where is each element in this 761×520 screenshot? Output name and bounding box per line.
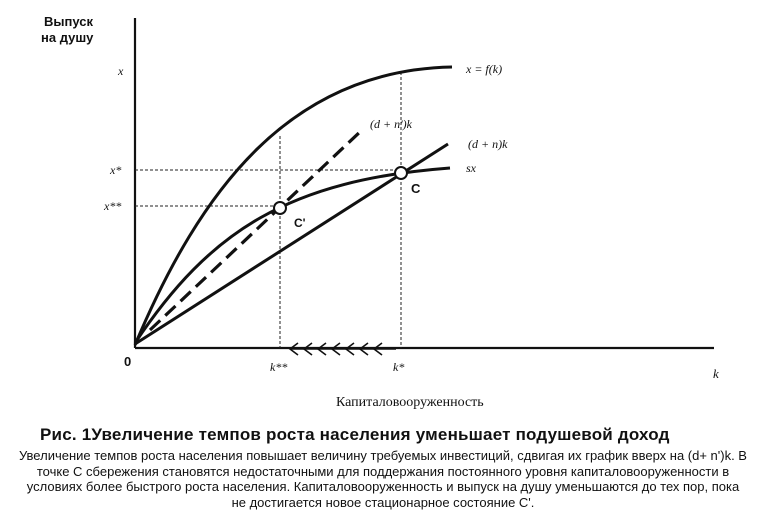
k-double-star-label: k**: [270, 360, 288, 374]
investment-line-n-prime: [150, 130, 362, 330]
point-c-prime-label: C': [294, 216, 306, 230]
figure-caption-title: Рис. 1Увеличение темпов роста населения уменьшает подушевой доход: [40, 425, 670, 444]
y-axis-title-line1: Выпуск: [44, 14, 93, 29]
savings-curve-label: sx: [466, 161, 476, 175]
shift-arrows: [290, 343, 396, 355]
investment-line-n-label: (d + n)k: [468, 137, 508, 151]
y-axis-title-line2: на душу: [41, 30, 94, 45]
point-c: [395, 167, 407, 179]
investment-line-n-prime-label: (d + n')k: [370, 117, 412, 131]
x-axis-title: Капиталовооруженность: [336, 395, 484, 410]
x-star-label: x*: [110, 163, 122, 177]
k-star-label: k*: [393, 360, 405, 374]
production-curve-label: x = f(k): [466, 62, 503, 76]
origin-label: 0: [124, 354, 132, 369]
figure-caption-body: Увеличение темпов роста населения повышает величину требуемых инвестиций, сдвигая их график вверх на (d+ n')k. В точке С сбережения становятся недостаточными для поддержания постоянного уровня капиталовооруженности в условиях более быстрого роста населения. Капиталовооруженность и выпуск на душу уменьшаются до тех пор, пока не достигается новое стационарное состояние С'.: [19, 448, 747, 510]
x-double-star-label: x**: [104, 199, 122, 213]
y-axis-symbol: x: [118, 64, 124, 78]
point-c-prime: [274, 202, 286, 214]
x-axis-symbol: k: [713, 366, 719, 381]
point-c-label: C: [411, 181, 421, 196]
